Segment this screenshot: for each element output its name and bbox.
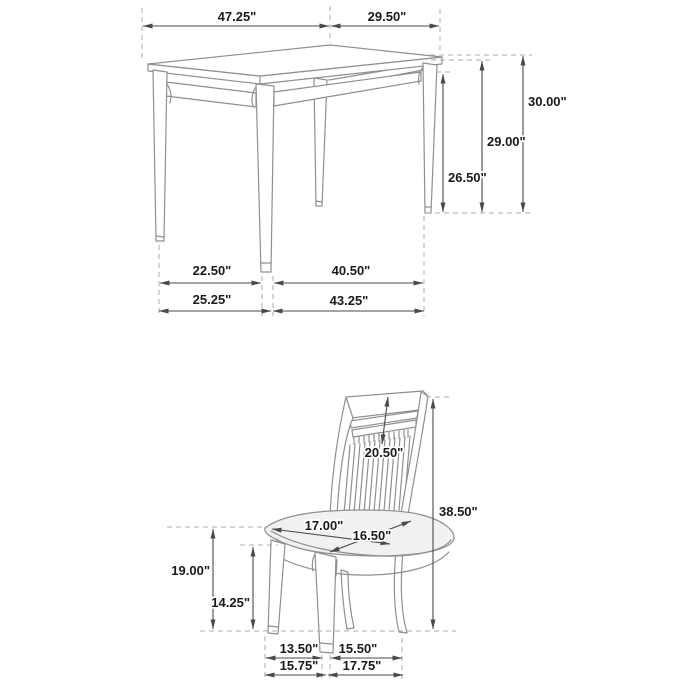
dim-chair-overall-height: [433, 399, 478, 629]
dim-chair-base-depth: [328, 658, 403, 675]
chair-front-right-leg: [315, 552, 336, 653]
table-leg-span-front-label: 40.50": [331, 263, 371, 278]
table-top-length-label: 47.25": [217, 9, 257, 24]
chair-seat-width-label: 17.00": [304, 518, 344, 533]
dim-table-top-length: [143, 9, 329, 26]
table-left-leg: [153, 70, 167, 241]
table-base-width-label: 25.25": [192, 292, 232, 307]
table-left-apron: [166, 82, 256, 107]
dim-table-overall-height: [523, 56, 567, 212]
dim-table-underside-height: [482, 61, 526, 212]
chair-front-leg-span-label: 13.50": [279, 641, 319, 656]
chair-base-width-label: 15.75": [279, 658, 319, 673]
dim-table-leg-span-side: [160, 263, 261, 283]
dim-table-top-width: [331, 9, 439, 26]
dim-table-apron-clearance: [443, 74, 487, 212]
chair-side-leg-span-label: 15.50": [338, 641, 378, 656]
chair-front-left-leg: [268, 540, 285, 634]
chair-overall-height-label: 38.50": [439, 504, 478, 519]
chair-seat-depth-label: 16.50": [352, 528, 392, 543]
chair-base-depth-label: 17.75": [342, 658, 382, 673]
table-front-leg: [256, 84, 274, 272]
dim-chair-base-width: [265, 658, 326, 675]
table-underside-height-label: 29.00": [487, 134, 526, 149]
table-top-width-label: 29.50": [367, 9, 407, 24]
table-leg-span-side-label: 22.50": [192, 263, 232, 278]
table-apron-clearance-label: 26.50": [448, 170, 487, 185]
dim-table-base-width: [159, 292, 271, 311]
dim-chair-front-leg-span: [266, 641, 322, 658]
chair-seat-height-label: 19.00": [171, 563, 210, 578]
dim-table-base-length: [273, 293, 424, 311]
table-base-length-label: 43.25": [329, 293, 369, 308]
dim-chair-seat-frame-height: [211, 547, 253, 629]
dim-chair-seat-height: [171, 529, 213, 629]
dim-chair-side-leg-span: [331, 641, 402, 658]
chair-seat-frame-height-label: 14.25": [211, 595, 250, 610]
table-overall-height-label: 30.00": [528, 94, 567, 109]
table-right-leg: [423, 63, 437, 213]
table-drawing: [148, 45, 442, 272]
chair-rear-left-leg: [341, 570, 354, 629]
chair-back-height-label: 20.50": [364, 445, 404, 460]
dim-table-leg-span-front: [274, 263, 423, 283]
chair-drawing: [265, 391, 454, 653]
